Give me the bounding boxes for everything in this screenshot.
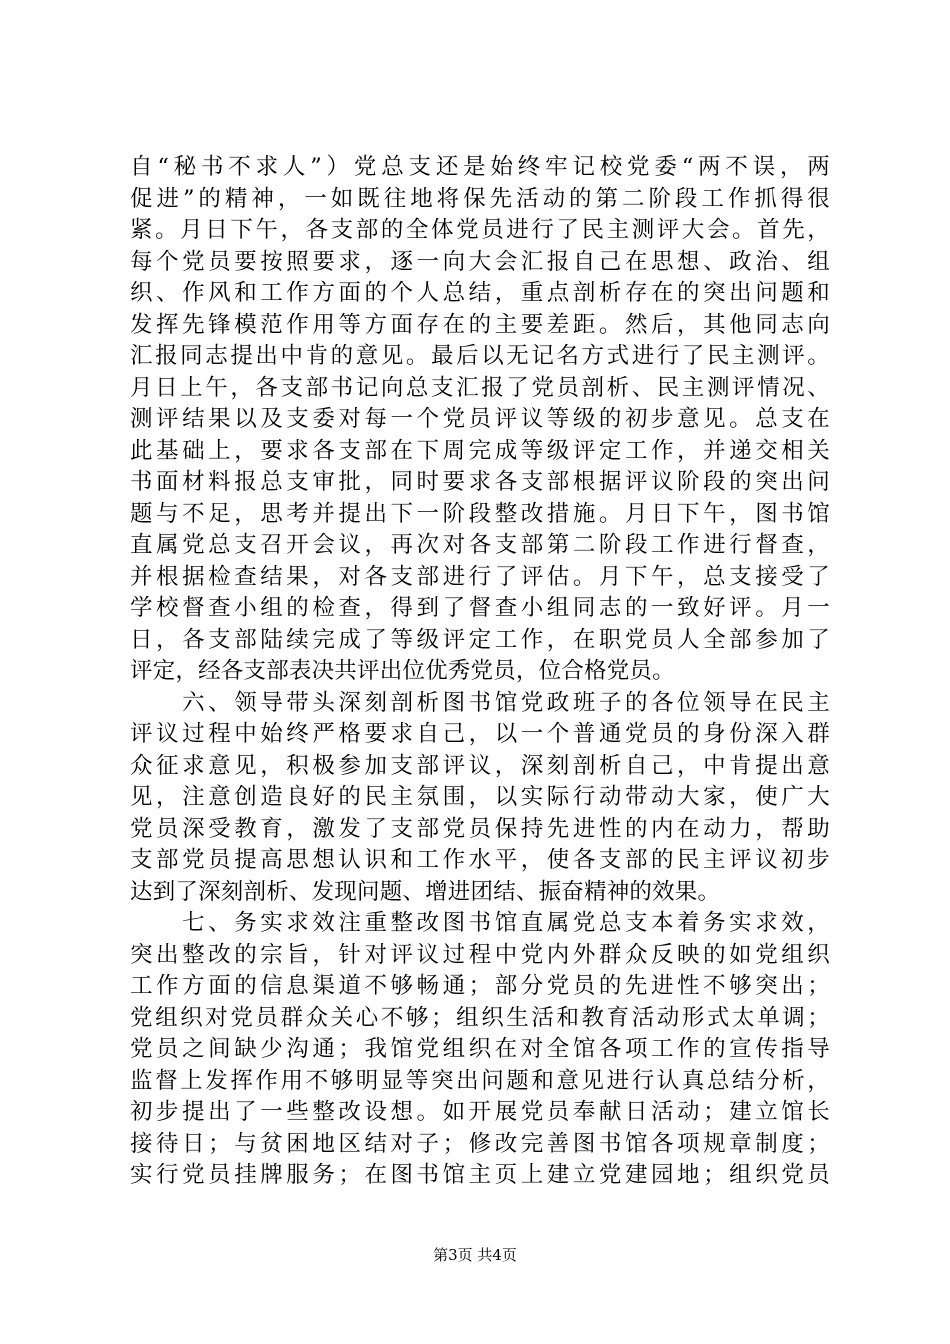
text-line: 每个党员要按照要求，逐一向大会汇报自己在思想、政治、组 bbox=[130, 248, 830, 275]
text-line: 党员深受教育，激发了支部党员保持先进性的内在动力，帮助 bbox=[130, 815, 830, 842]
text-line: 书面材料报总支审批，同时要求各支部根据评议阶段的突出问 bbox=[130, 469, 830, 495]
text-line: 汇报同志提出中肯的意见。最后以无记名方式进行了民主测评。 bbox=[130, 343, 830, 369]
text-line: 日，各支部陆续完成了等级评定工作，在职党员人全部参加了 bbox=[130, 626, 830, 653]
text-line: 促进”的精神，一如既往地将保先活动的第二阶段工作抓得很 bbox=[130, 185, 830, 212]
page-footer: 第3页 共4页 bbox=[433, 1246, 517, 1264]
text-line: 题与不足，思考并提出下一阶段整改措施。月日下午，图书馆 bbox=[130, 500, 830, 527]
text-line: 见，注意创造良好的民主氛围，以实际行动带动大家，使广大 bbox=[130, 784, 830, 810]
body-text bbox=[130, 152, 830, 1192]
text-line: 评定，经各支部表决共评出位优秀党员，位合格党员。 bbox=[130, 658, 675, 684]
text-line: 工作方面的信息渠道不够畅通；部分党员的先进性不够突出； bbox=[130, 973, 830, 999]
text-line: 达到了深刻剖析、发现问题、增进团结、振奋精神的效果。 bbox=[130, 878, 721, 905]
text-line: 此基础上，要求各支部在下周完成等级评定工作，并递交相关 bbox=[130, 437, 830, 464]
text-line: 测评结果以及支委对每一个党员评议等级的初步意见。总支在 bbox=[130, 406, 830, 432]
text-line: 评议过程中始终严格要求自己，以一个普通党员的身份深入群 bbox=[130, 721, 830, 747]
text-line: 党员之间缺少沟通；我馆党组织在对全馆各项工作的宣传指导 bbox=[130, 1036, 830, 1062]
text-line: 直属党总支召开会议，再次对各支部第二阶段工作进行督查， bbox=[130, 532, 830, 558]
text-line: 并根据检查结果，对各支部进行了评估。月下午，总支接受了 bbox=[130, 563, 830, 590]
text-line: 学校督查小组的检查，得到了督查小组同志的一致好评。月一 bbox=[130, 595, 830, 621]
text-line: 接待日；与贫困地区结对子；修改完善图书馆各项规章制度； bbox=[130, 1130, 830, 1157]
text-line: 月日上午，各支部书记向总支汇报了党员剖析、民主测评情况、 bbox=[130, 374, 830, 401]
text-line: 发挥先锋模范作用等方面存在的主要差距。然后，其他同志向 bbox=[130, 311, 830, 338]
text-line: 初步提出了一些整改设想。如开展党员奉献日活动；建立馆长 bbox=[130, 1099, 830, 1125]
text-line: 支部党员提高思想认识和工作水平，使各支部的民主评议初步 bbox=[130, 847, 830, 873]
text-line: 监督上发挥作用不够明显等突出问题和意见进行认真总结分析， bbox=[130, 1067, 830, 1094]
text-line: 众征求意见，积极参加支部评议，深刻剖析自己，中肯提出意 bbox=[130, 752, 830, 779]
text-line: 七、务实求效注重整改图书馆直属党总支本着务实求效， bbox=[130, 910, 830, 936]
text-line: 织、作风和工作方面的个人总结，重点剖析存在的突出问题和 bbox=[130, 280, 830, 306]
text-line: 党组织对党员群众关心不够；组织生活和教育活动形式太单调； bbox=[130, 1004, 830, 1031]
text-line: 自“秘书不求人”）党总支还是始终牢记校党委“两不误，两 bbox=[130, 154, 830, 180]
text-line: 突出整改的宗旨，针对评议过程中党内外群众反映的如党组织 bbox=[130, 941, 830, 968]
text-line: 实行党员挂牌服务；在图书馆主页上建立党建园地；组织党员 bbox=[130, 1162, 830, 1188]
text-line: 紧。月日下午，各支部的全体党员进行了民主测评大会。首先， bbox=[130, 217, 830, 243]
text-line: 六、领导带头深刻剖析图书馆党政班子的各位领导在民主 bbox=[130, 689, 830, 716]
